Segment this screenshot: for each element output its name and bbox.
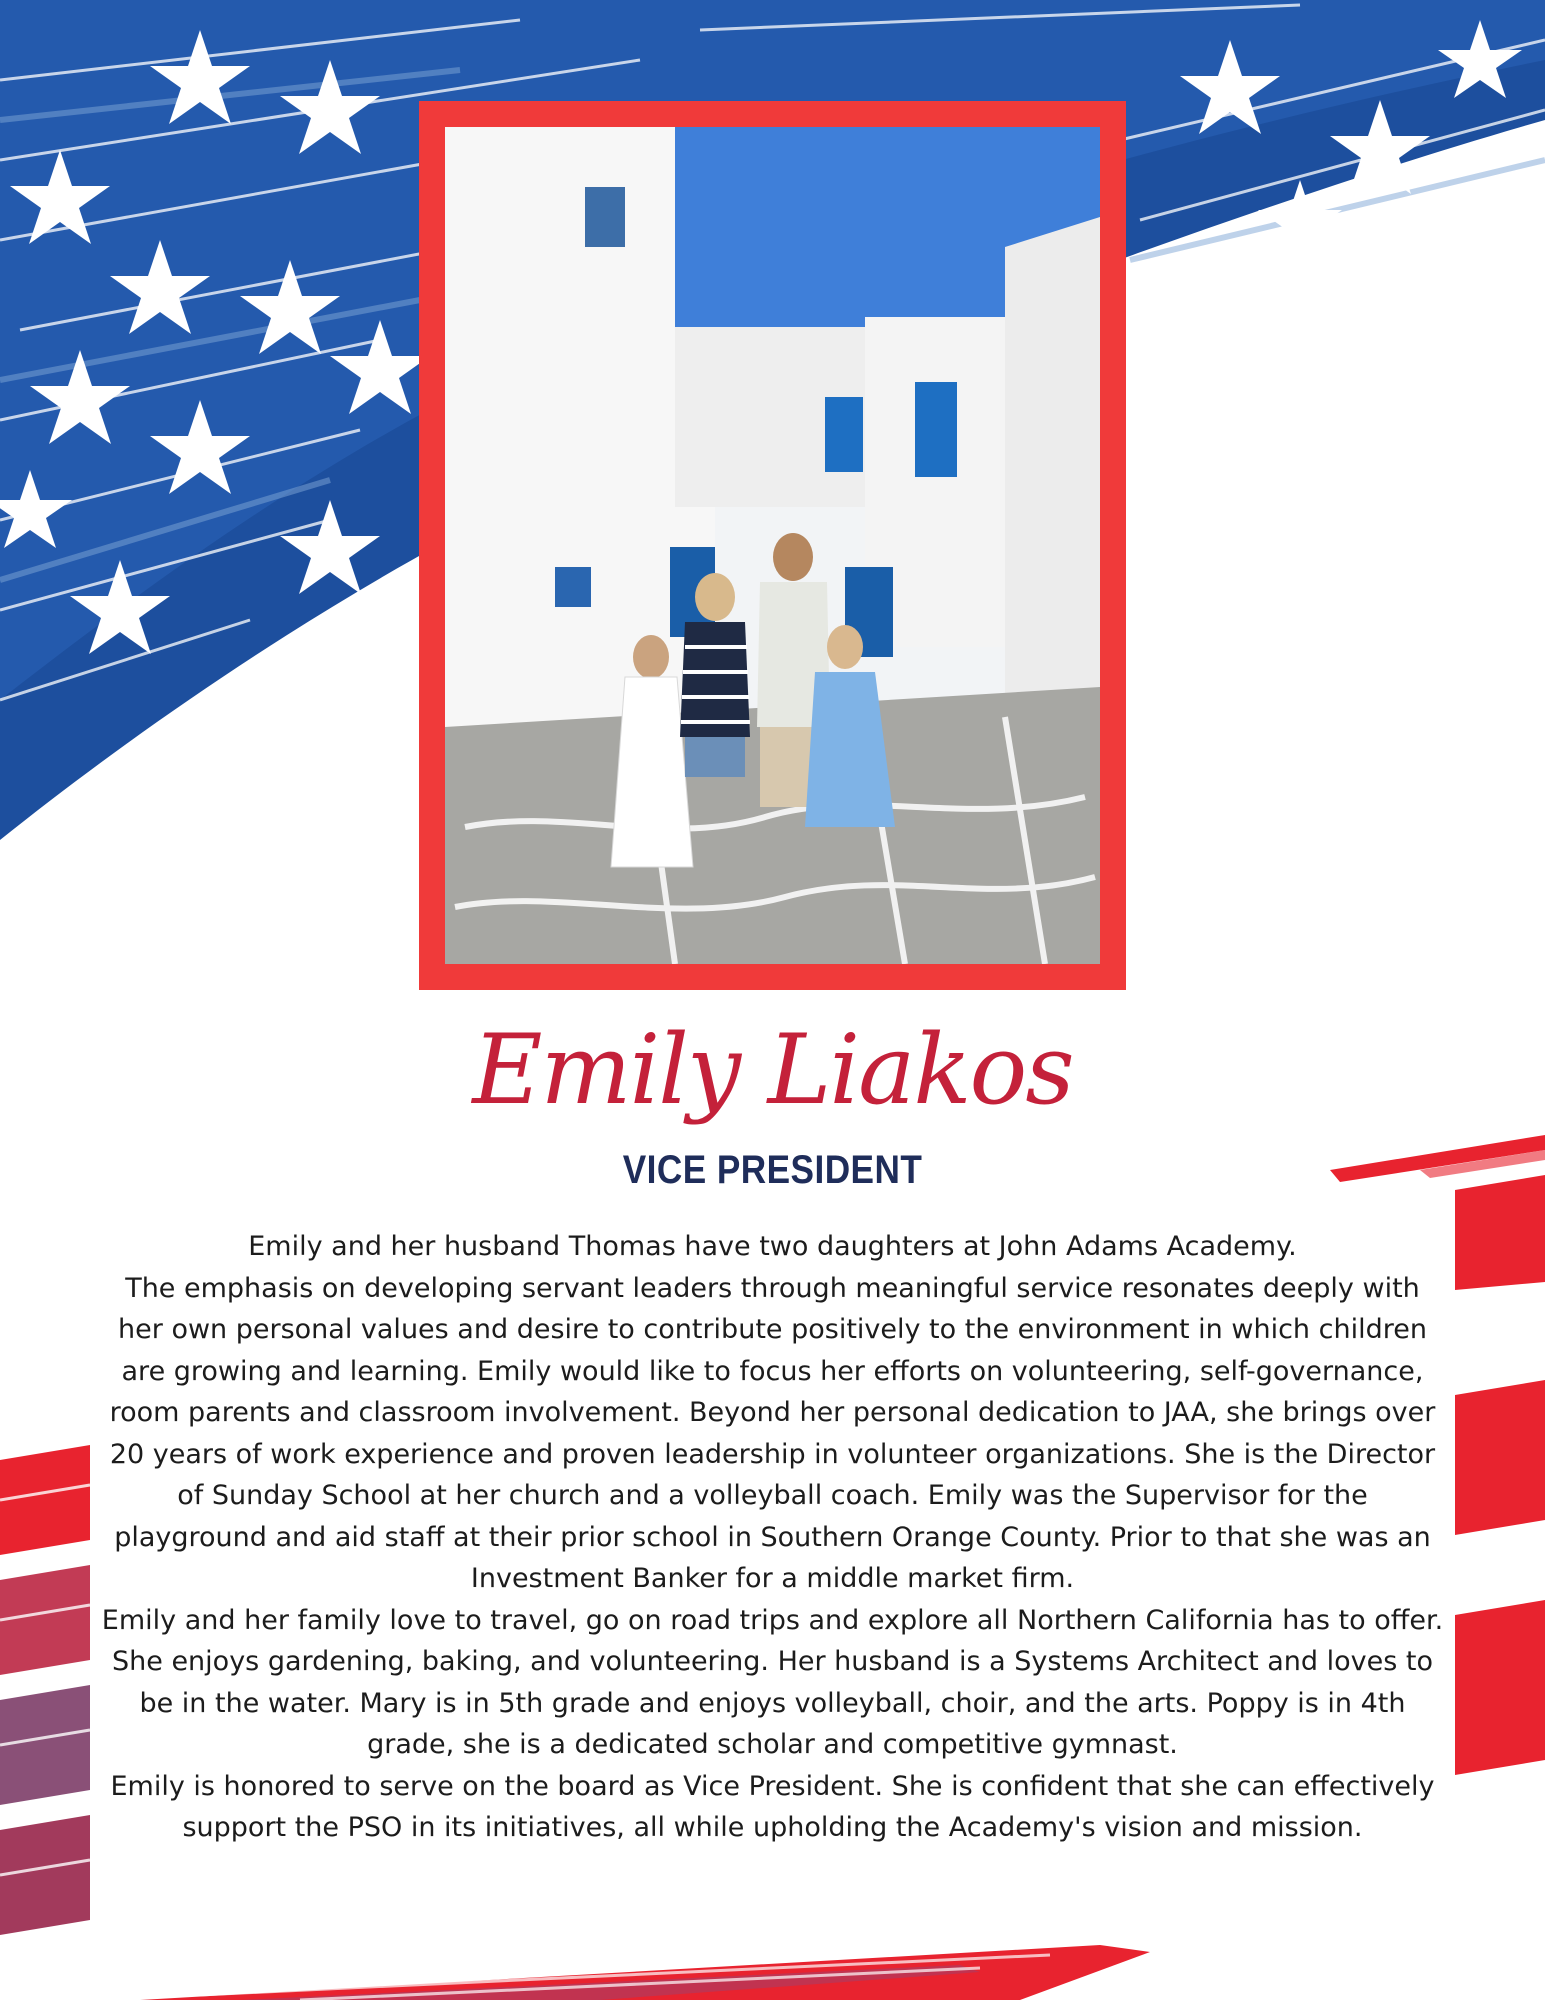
bio-paragraph: Emily and her husband Thomas have two daughters at John Adams Academy. bbox=[248, 1231, 1297, 1262]
red-stripes-bottom bbox=[140, 1945, 1150, 2000]
family-photo bbox=[445, 127, 1100, 964]
bio-text bbox=[100, 1226, 1445, 1849]
photo-frame bbox=[419, 101, 1126, 990]
bio-paragraph: The emphasis on developing servant leaders through meaningful service resonates deeply with her own personal values and desire to contribute positively to the environment in which children are growing and learning. Emily would like to focus her efforts on volunteering, self-governance, room parents and classroom involvement. Beyond her personal dedication to JAA, she brings over 20 years of work experience and proven leadership in volunteer organizations. She is the Director of Sunday School at her church and a volleyball coach. Emily was the Supervisor for the playground and aid staff at their prior school in Southern Orange County. Prior to that she was an Investment Banker for a middle market firm. bbox=[109, 1272, 1436, 1594]
member-name: Emily Liakos bbox=[472, 1014, 1073, 1126]
member-role: VICE PRESIDENT bbox=[622, 1148, 923, 1192]
bio-paragraph: Emily is honored to serve on the board as Vice President. She is confident that she can effectively support the PSO in its initiatives, all while upholding the Academy's vision and mission. bbox=[110, 1770, 1435, 1843]
bio-paragraph: Emily and her family love to travel, go on road trips and explore all Northern California has to offer. She enjoys gardening, baking, and volunteering. Her husband is a Systems Architect and loves to be in the water. Mary is in 5th grade and enjoys volleyball, choir, and the arts. Poppy is in 4th grade, she is a dedicated scholar and competitive gymnast. bbox=[101, 1604, 1444, 1760]
red-stripes-left bbox=[0, 1445, 90, 1935]
